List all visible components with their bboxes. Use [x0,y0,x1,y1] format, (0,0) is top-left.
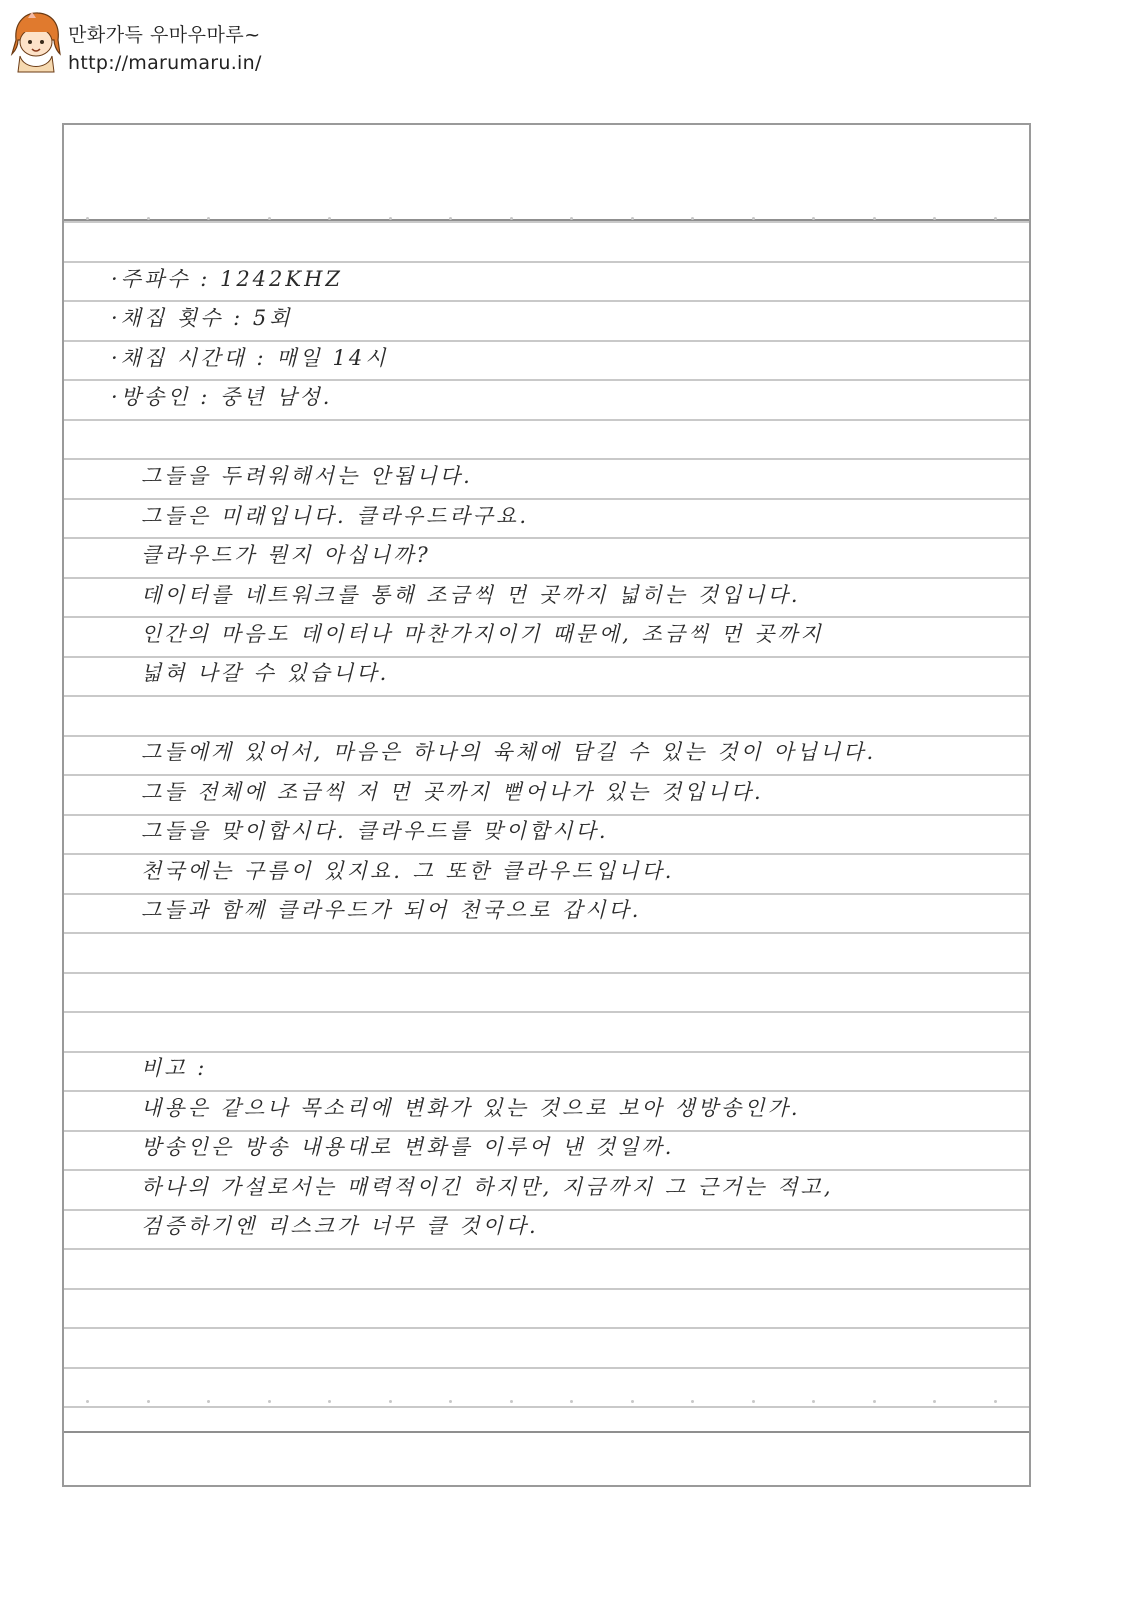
bottom-dot-row [64,1400,1029,1404]
rule-line [64,419,1029,421]
dot-marker [328,217,331,220]
dot-marker [328,1400,331,1403]
dot-marker [933,1400,936,1403]
rule-line [64,1011,1029,1013]
dot-marker [752,217,755,220]
rule-line [64,1248,1029,1250]
dot-marker [752,1400,755,1403]
rule-line [64,972,1029,974]
dot-marker [631,217,634,220]
dot-marker [510,1400,513,1403]
paragraph2-line: 그들을 맞이합시다. 클라우드를 맞이합시다. [141,819,609,843]
remarks-line: 검증하기엔 리스크가 너무 클 것이다. [141,1214,539,1238]
watermark-url[interactable]: http://marumaru.in/ [68,52,262,74]
dot-marker [86,217,89,220]
info-frequency: ·주파수 : 1242KHZ [111,267,343,291]
remarks-line: 하나의 가설로서는 매력적이긴 하지만, 지금까지 그 근거는 적고, [141,1175,834,1199]
dot-marker [691,1400,694,1403]
dot-marker [812,1400,815,1403]
dot-marker [147,1400,150,1403]
remarks-line: 내용은 같으나 목소리에 변화가 있는 것으로 보아 생방송인가. [141,1096,801,1120]
dot-marker [207,1400,210,1403]
rule-line [64,932,1029,934]
rule-line [64,1327,1029,1329]
dot-marker [207,217,210,220]
rule-line [64,221,1029,223]
remarks-line: 방송인은 방송 내용대로 변화를 이루어 낸 것일까. [141,1135,675,1159]
dot-marker [873,217,876,220]
rule-line [64,695,1029,697]
dot-marker [631,1400,634,1403]
dot-marker [994,1400,997,1403]
rule-line [64,1288,1029,1290]
watermark [8,6,268,76]
dot-marker [933,217,936,220]
dot-marker [570,1400,573,1403]
dot-marker [873,1400,876,1403]
dot-marker [994,217,997,220]
paragraph2-line: 그들 전체에 조금씩 저 먼 곳까지 뻗어나가 있는 것입니다. [141,780,764,804]
rule-line [64,1051,1029,1053]
dot-marker [86,1400,89,1403]
dot-marker [691,217,694,220]
lined-paper-sheet [62,123,1031,1487]
dot-marker [147,217,150,220]
dot-marker [812,217,815,220]
info-broadcaster: ·방송인 : 중년 남성. [111,385,333,409]
paragraph1-line: 그들을 두려워해서는 안됩니다. [141,464,473,488]
dot-marker [570,217,573,220]
info-collection-time: ·채집 시간대 : 매일 14시 [111,346,389,370]
info-collection-count: ·채집 횟수 : 5회 [111,306,293,330]
dot-marker [268,217,271,220]
dot-marker [510,217,513,220]
paragraph2-line: 그들에게 있어서, 마음은 하나의 육체에 담길 수 있는 것이 아닙니다. [141,740,877,764]
dot-marker [389,217,392,220]
paragraph1-line: 그들은 미래입니다. 클라우드라구요. [141,504,529,528]
remarks-label: 비고 : [141,1056,208,1080]
rule-line [64,1367,1029,1369]
dot-marker [449,217,452,220]
paragraph1-line: 클라우드가 뭔지 아십니까? [141,543,431,567]
sheet-footer-band [64,1431,1029,1485]
umaru-avatar-icon [8,10,64,74]
dot-marker [268,1400,271,1403]
sheet-header-band [64,125,1029,221]
paragraph1-line: 인간의 마음도 데이터나 마찬가지이기 때문에, 조금씩 먼 곳까지 [141,622,824,646]
paragraph1-line: 데이터를 네트워크를 통해 조금씩 먼 곳까지 넓히는 것입니다. [141,583,801,607]
rule-line [64,1406,1029,1408]
watermark-title: 만화가득 우마우마루~ [68,24,261,46]
paragraph1-line: 넓혀 나갈 수 있습니다. [141,661,390,685]
dot-marker [449,1400,452,1403]
paragraph2-line: 천국에는 구름이 있지요. 그 또한 클라우드입니다. [141,859,675,883]
dot-marker [389,1400,392,1403]
paragraph2-line: 그들과 함께 클라우드가 되어 천국으로 갑시다. [141,898,642,922]
